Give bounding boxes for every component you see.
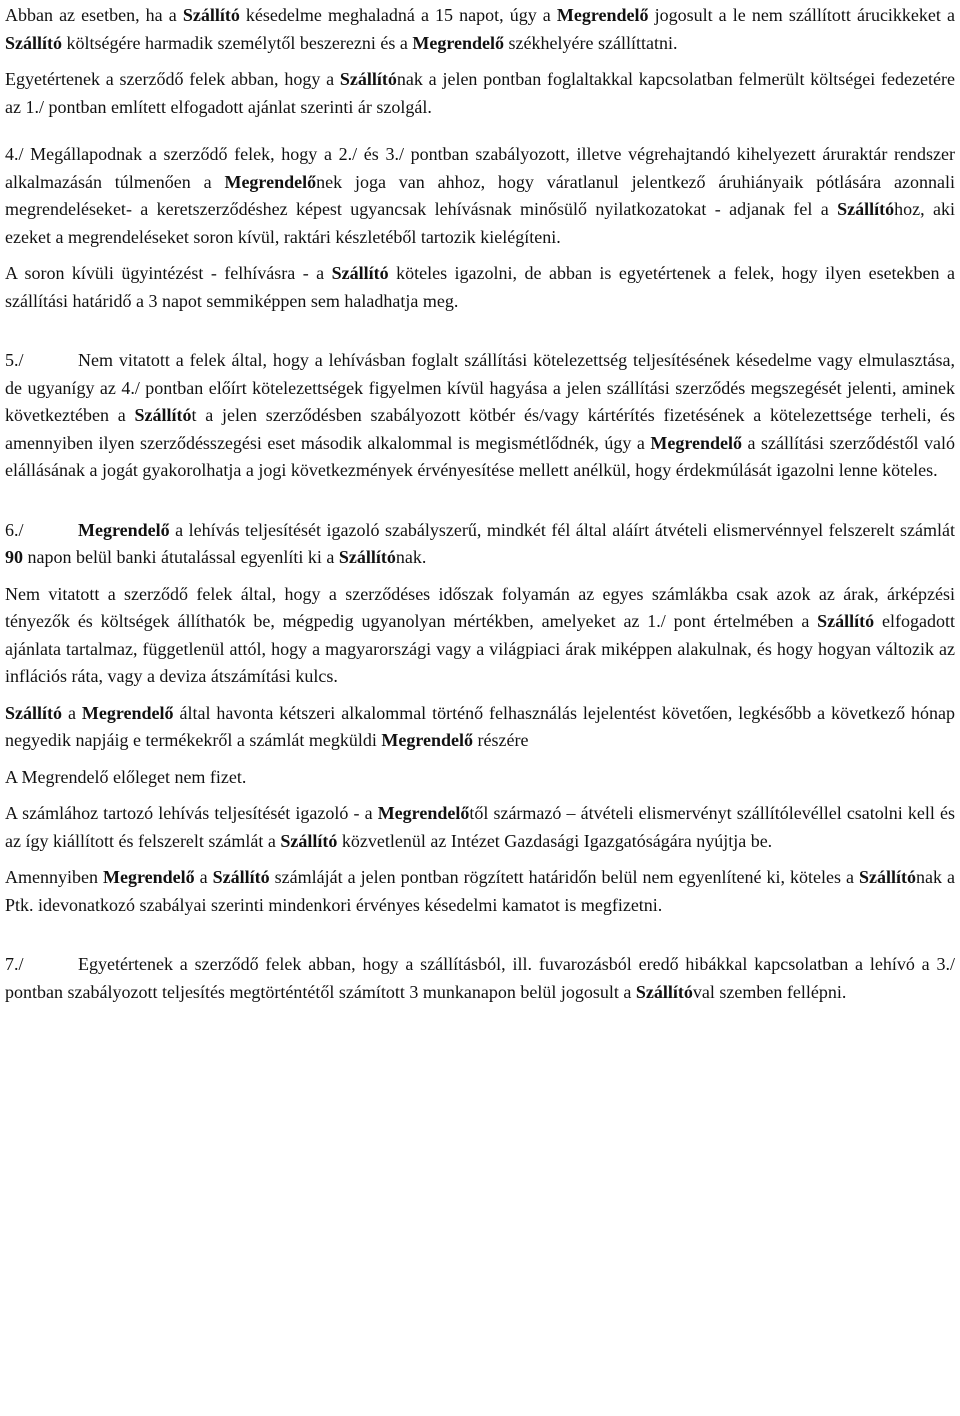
bold-term: Szállító	[5, 32, 62, 53]
paragraph-billing	[5, 700, 955, 755]
bold-term: Szállító	[331, 263, 389, 283]
section-number: 6./	[5, 519, 24, 540]
bold-term: Szállító	[817, 611, 875, 631]
text-run: val szemben fellépni.	[692, 981, 847, 1002]
paragraph-7	[5, 951, 955, 1006]
text-run: nek joga van ahhoz, hogy váratlanul jelentkező áruhiányaik pótlására azonnali megrendeléseket- a keretszerződéshez képest ugyancsak lehívásnak minősülő nyilatkozatokat - adjanak fel a	[5, 171, 955, 219]
section-number: 5./	[5, 350, 24, 370]
bold-term: Szállító	[635, 981, 693, 1002]
text-run: A Megrendelő előleget nem fizet.	[5, 766, 247, 787]
paragraph-5	[5, 347, 955, 485]
text-run: napon belül banki átutalással egyenlíti ki a	[23, 547, 339, 567]
text-run: 4./ Megállapodnak a szerződő felek, hogy a 2./ és 3./ pontban szabályozott, illetve végrehajtandó kihelyezett áruraktár rendszer alkalmazásán túlmenően a	[5, 144, 955, 192]
paragraph-4	[5, 141, 955, 251]
text-run: jogosult a le nem szállított árucikkeket a	[648, 5, 955, 25]
text-run: nak a jelen pontban foglaltakkal kapcsolatban felmerült költségei fedezetére az 1./ pontban említett elfogadott ajánlat szerinti ár szolgál.	[5, 69, 955, 117]
bold-term: Szállító	[134, 405, 192, 425]
text-run: Nem vitatott a felek által, hogy a lehívásban foglalt szállítási kötelezettség teljesítésének késedelme vagy elmulasztása, de ugyanígy az 4./ pontban előírt kötelezettségek figyelmen kívül hagyása a jelen szállítási szerződés megszegését jelenti, aminek következtében a	[5, 350, 955, 425]
bold-term: Megrendelő	[224, 171, 317, 192]
text-run: késedelme meghaladná a 15 napot, úgy a	[239, 5, 557, 25]
bold-term: Megrendelő	[81, 702, 174, 723]
text-run: A soron kívüli ügyintézést - felhívásra - a	[5, 263, 332, 283]
text-run: a	[62, 702, 82, 723]
bold-term: 90	[5, 547, 23, 567]
bold-term: Szállító	[339, 69, 397, 89]
bold-term: Szállító	[338, 547, 396, 567]
bold-term: Megrendelő	[377, 803, 470, 823]
bold-term: Szállító	[182, 5, 240, 25]
text-run: Egyetértenek a szerződő felek abban, hogy a szállításból, ill. fuvarozásból eredő hibákkal kapcsolatban a lehívó a 3./ pontban szabályozott teljesítés megtörténtétől számított 3 munkanapon belül jogosult a	[5, 954, 955, 1002]
text-run: székhelyére szállíttatni.	[504, 32, 678, 53]
paragraph-invoice-receipt	[5, 800, 955, 855]
bold-term: Szállító	[280, 830, 338, 851]
paragraph-6	[5, 517, 955, 572]
text-run: a	[194, 867, 213, 887]
paragraph-late-interest	[5, 864, 955, 919]
text-run: Abban az esetben, ha a	[5, 5, 183, 25]
text-run: köteles igazolni, de abban is egyetértenek a felek, hogy ilyen esetekben a szállítási határidő a 3 napot semmiképpen sem haladhatja meg.	[5, 263, 955, 311]
text-run: részére	[473, 730, 529, 750]
bold-term: Megrendelő	[78, 519, 170, 540]
paragraph-advance	[5, 764, 955, 792]
text-run: Egyetértenek a szerződő felek abban, hogy a	[5, 69, 340, 89]
bold-term: Szállító	[5, 702, 62, 723]
paragraph-4-continued	[5, 260, 955, 315]
bold-term: Szállító	[837, 199, 895, 219]
text-run: hoz, aki ezeket a megrendeléseket soron kívül, raktári készletéből tartozik kielégíteni.	[5, 199, 956, 247]
bold-term: Megrendelő	[556, 5, 649, 25]
bold-term: Megrendelő	[650, 432, 743, 453]
bold-term: Szállító	[212, 867, 270, 887]
text-run: költségére harmadik személytől beszerezni és a	[62, 32, 413, 53]
text-run: a szállítási szerződéstől való elállásának a jogát gyakorolhatja a jogi következmények érvényesítése mellett anélkül, hogy érdekmúlását igazolni lenne köteles.	[5, 432, 955, 480]
text-run: elfogadott ajánlata tartalmaz, függetlenül attól, hogy a magyarországi vagy a világpiaci árak miképpen alakulnak, és hogy hogyan változik az inflációs ráta, vagy a deviza átszámítási kulcs.	[5, 611, 955, 686]
bold-term: Szállító	[859, 867, 916, 887]
text-run: által havonta kétszeri alkalommal történő felhasználás lejelentést követően, legkésőbb a következő hónap negyedik napjáig e termékekről a számlát megküldi	[5, 702, 955, 750]
section-number: 7./	[5, 954, 24, 974]
paragraph-1	[5, 2, 955, 57]
bold-term: Megrendelő	[102, 867, 195, 887]
bold-term: Megrendelő	[381, 730, 474, 750]
text-run: A számlához tartozó lehívás teljesítését igazoló - a	[5, 803, 378, 823]
text-run: a lehívás teljesítését igazoló szabályszerű, mindkét fél által aláírt átvételi elismervénnyel felszerelt számlát	[169, 519, 955, 540]
paragraph-prices	[5, 581, 955, 691]
text-run: Nem vitatott a szerződő felek által, hogy a szerződéses időszak folyamán az egyes számlákba csak azok az árak, árképzési tényezők és költségek állíthatók be, mégpedig ugyanolyan mértékben, amelyeket az 1./ pont értelmében a	[5, 583, 955, 631]
bold-term: Megrendelő	[412, 32, 505, 53]
paragraph-2	[5, 66, 955, 121]
text-run: től származó – átvételi elismervényt szállítólevéllel csatolni kell és az így kiállított és felszerelt számlát a	[5, 803, 955, 851]
text-run: nak a Ptk. idevonatkozó szabályai szerinti mindenkori érvényes késedelmi kamatot is megfizetni.	[5, 867, 955, 915]
text-run: nak.	[395, 547, 427, 567]
text-run: t a jelen szerződésben szabályozott kötbér és/vagy kártérítés fizetésének a kötelezettsége terheli, és amennyiben ilyen szerződésszegési eset második alkalommal is megismétlődnék, úgy a	[5, 405, 956, 453]
text-run: Amennyiben	[5, 867, 103, 887]
text-run: számláját a jelen pontban rögzített határidőn belül nem egyenlítené ki, köteles a	[269, 867, 859, 887]
text-run: közvetlenül az Intézet Gazdasági Igazgatóságára nyújtja be.	[337, 830, 773, 851]
